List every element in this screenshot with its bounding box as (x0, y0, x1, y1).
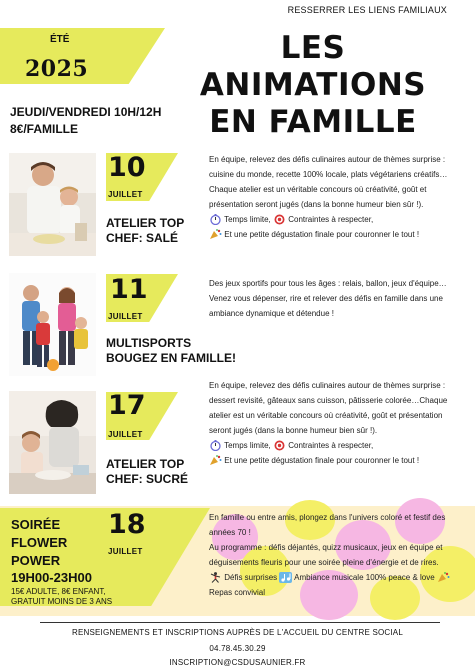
constraints-text: Contraintes à respecter, (288, 441, 374, 450)
party-popper-icon (209, 455, 222, 466)
event-description (209, 378, 462, 468)
footer-email[interactable]: INSCRIPTION@CSDUSAUNIER.FR (169, 658, 306, 667)
final-tasting-text: Et une petite dégustation finale pour couronner le tout ! (224, 456, 420, 465)
soiree-title (11, 516, 67, 570)
footer-divider (40, 622, 440, 623)
event-rules (209, 212, 462, 227)
time-limit-text: Temps limite, (224, 441, 271, 450)
final-tasting-text: Et une petite dégustation finale pour couronner le tout ! (224, 230, 420, 239)
event-name (106, 216, 206, 246)
soiree-meal-text: Repas convivial (209, 588, 266, 597)
footer-info: RENSEIGNEMENTS ET INSCRIPTIONS AUPRÈS DE L'ACCUEIL DU CENTRE SOCIAL (72, 628, 403, 637)
event-month: JUILLET (108, 190, 143, 199)
soiree-challenges-text: Défis surprises (224, 573, 278, 582)
event-description-main: Des jeux sportifs pour tous les âges : relais, ballon, jeux d'équipe… Venez vous dépenser, rire et relever des défis en famille dans une ambiance dynamique et détendue ! (209, 279, 447, 318)
soiree-music-text: Ambiance musicale 100% peace & love (294, 573, 435, 582)
title-line-2: EN FAMILLE (209, 104, 417, 140)
soiree-price-line-2: GRATUIT MOINS DE 3 ANS (11, 597, 113, 606)
soiree-highlights (209, 570, 462, 600)
event-description (209, 152, 462, 242)
event-description-main: En équipe, relevez des défis culinaires autour de thèmes surprise : cuisine du monde, recette 100% locale, plats végétariens créatifs… Chaque atelier est un véritable concours où créativité, goût et présentation seront jugés (dans la bonne humeur bien sûr !). (209, 155, 448, 209)
stopwatch-icon (209, 214, 222, 225)
event-month: JUILLET (108, 312, 143, 321)
event-name-line-1: ATELIER TOP (106, 457, 185, 471)
title-line-1: LES ANIMATIONS (199, 30, 427, 103)
soiree-month: JUILLET (108, 547, 143, 556)
schedule-price: 8€/FAMILLE (10, 122, 79, 136)
event-name-line-2: CHEF: SUCRÉ (106, 472, 189, 486)
event-day: 11 (110, 274, 148, 305)
stopwatch-icon (209, 440, 222, 451)
event-month: JUILLET (108, 430, 143, 439)
constraints-text: Contraintes à respecter, (288, 215, 374, 224)
dancer-icon (209, 572, 222, 583)
event-name-line-1: MULTISPORTS (106, 336, 192, 350)
soiree-hours: 19H00-23H00 (11, 570, 92, 585)
event-final (209, 227, 462, 242)
soiree-price-line-1: 15€ ADULTE, 8€ ENFANT, (11, 587, 106, 596)
soiree-price (11, 587, 112, 607)
soiree-day: 18 (108, 509, 146, 540)
party-popper-icon (437, 572, 450, 583)
event-photo-sports-family (9, 273, 96, 376)
page-title (168, 30, 458, 141)
soiree-intro: En famille ou entre amis, plongez dans l'univers coloré et festif des années 70 ! (209, 513, 446, 537)
event-final (209, 453, 462, 468)
event-name-line-1: ATELIER TOP (106, 216, 185, 230)
season-label: ÉTÉ (50, 34, 70, 45)
soiree-title-line-1: SOIRÉE (11, 517, 61, 532)
time-limit-text: Temps limite, (224, 215, 271, 224)
event-description-main: En équipe, relevez des défis culinaires autour de thèmes surprise : dessert revisité, gâteaux sans cuisson, pâtisserie colorée…Chaque atelier est un véritable concours où créativité, goût et présentation seront jugés (dans la bonne humeur bien sûr !). (209, 381, 448, 435)
event-name-line-2: BOUGEZ EN FAMILLE! (106, 351, 236, 365)
schedule-info (10, 104, 161, 138)
event-photo-cooking-family (9, 153, 96, 256)
soiree-description (209, 510, 462, 600)
music-notes-icon (279, 572, 292, 583)
schedule-days-hours: JEUDI/VENDREDI 10H/12H (10, 105, 162, 119)
soiree-program: Au programme : défis déjantés, quizz musicaux, jeux en équipe et déguisements fleuris pour une soirée pleine d'énergie et de rires. (209, 543, 443, 567)
event-name-line-2: CHEF: SALÉ (106, 231, 178, 245)
event-day: 17 (108, 390, 146, 421)
event-name (106, 336, 266, 366)
target-icon (273, 440, 286, 451)
footer-phone: 04.78.45.30.29 (209, 644, 266, 653)
event-photo-baking-family (9, 391, 96, 494)
event-day: 10 (108, 152, 146, 183)
target-icon (273, 214, 286, 225)
soiree-title-line-2: FLOWER (11, 535, 68, 550)
party-popper-icon (209, 229, 222, 240)
soiree-title-line-3: POWER (11, 553, 61, 568)
tagline: RESSERRER LES LIENS FAMILIAUX (287, 5, 447, 15)
year-label: 2025 (25, 56, 89, 82)
event-name (106, 457, 206, 487)
event-rules (209, 438, 462, 453)
event-description (209, 276, 462, 321)
